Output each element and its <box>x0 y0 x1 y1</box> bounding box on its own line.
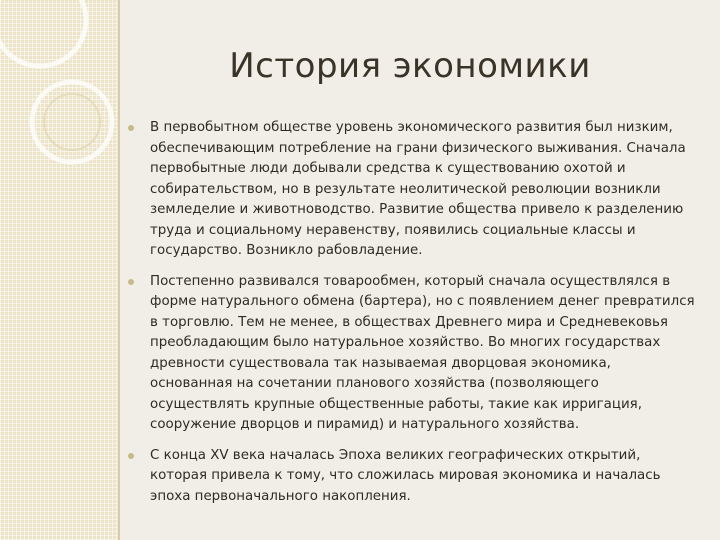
bullet-list <box>126 118 696 517</box>
bullet-dot-icon <box>128 125 134 131</box>
slide-title: История экономики <box>229 46 591 86</box>
bullet-dot-icon <box>128 453 134 459</box>
decorative-circles-icon <box>0 0 140 200</box>
bullet-dot-icon <box>128 279 134 285</box>
bullet-text: Постепенно развивался товарообмен, который сначала осуществлялся в форме натурального обмена (бартера), но с появлением денег превратился в торговлю. Тем не менее, в обществах Древнего мира и Средневековья преобладающим было натуральное хозяйство. Во многих государствах древности существовала так называемая дворцовая экономика, основанная на сочетании планового хозяйства (позволяющего осуществлять крупные общественные работы, такие как ирригация, сооружение дворцов и пирамид) и натурального хозяйства. <box>150 273 695 432</box>
bullet-text: С конца XV века началась Эпоха великих географических открытий, которая привела к тому, что сложилась мировая экономика и началась эпоха первоначального накопления. <box>150 447 661 504</box>
list-item <box>126 272 696 436</box>
list-item <box>126 118 696 262</box>
bullet-text: В первобытном обществе уровень экономического развития был низким, обеспечивающим потребление на грани физического выживания. Сначала первобытные люди добывали средства к существованию охотой и собирательством, но в результате неолитической революции возникли земледелие и животноводство. Развитие общества привело к разделению труда и социальному неравенству, появились социальные классы и государство. Возникло рабовладение. <box>150 120 686 258</box>
list-item <box>126 446 696 508</box>
